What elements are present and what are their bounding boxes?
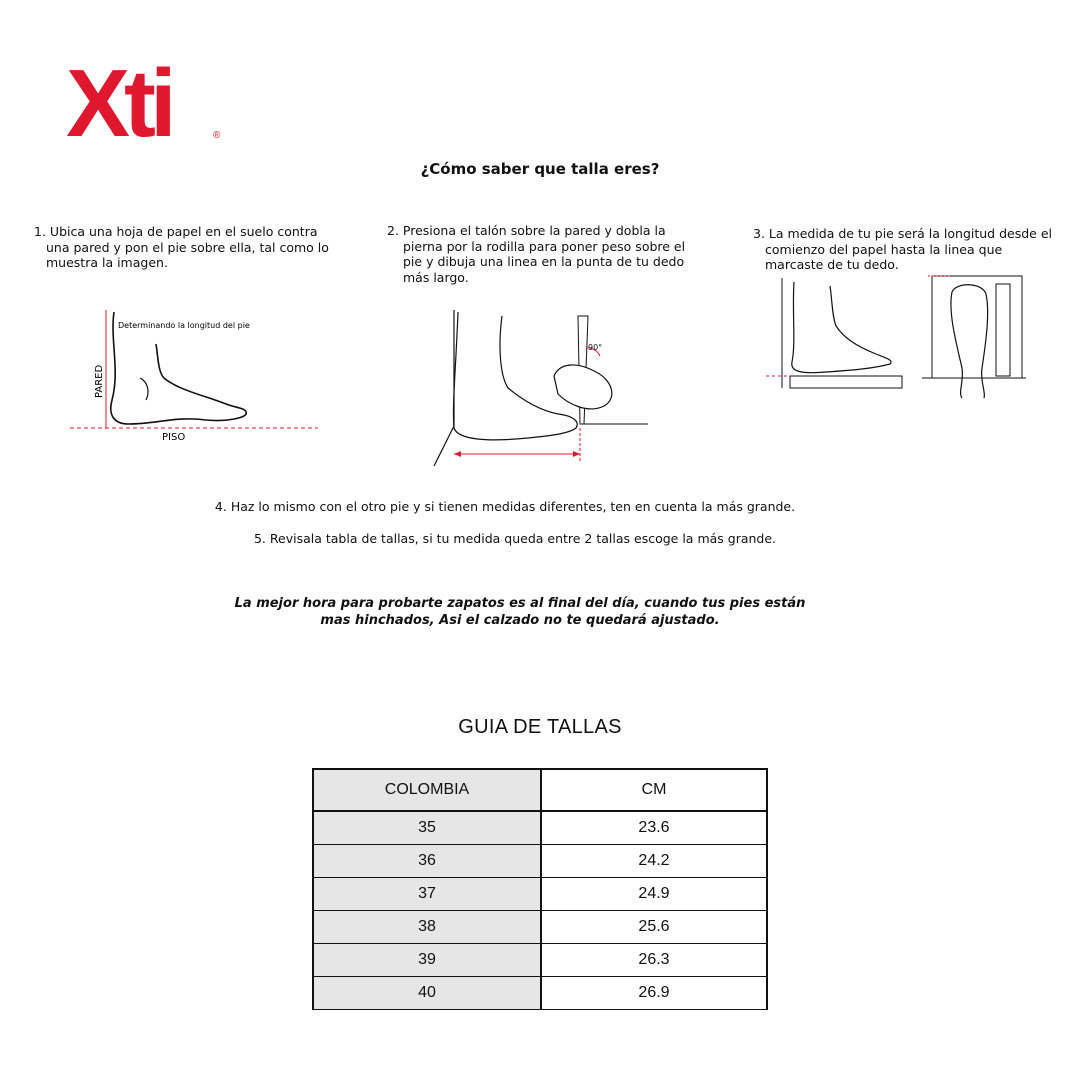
header-cm: CM <box>541 769 767 811</box>
step-1-number: 1. <box>34 224 46 239</box>
table-header-row <box>313 769 767 811</box>
table-row <box>313 944 767 977</box>
toe-marking-illustration <box>428 306 648 471</box>
tip-text: La mejor hora para probarte zapatos es al final del día, cuando tus pies están mas hinchados, Asi el calzado no te quedará ajustado. <box>234 596 806 628</box>
header-colombia: COLOMBIA <box>313 769 541 811</box>
measure-side-illustration <box>766 272 906 394</box>
size-cell: 37 <box>313 878 541 911</box>
step-5 <box>0 531 1030 546</box>
brand-logo <box>66 52 226 144</box>
table-row <box>313 811 767 845</box>
step-5-text: Revisala tabla de tallas, si tu medida queda entre 2 tallas escoge la más grande. <box>269 531 777 546</box>
cm-cell: 26.3 <box>541 944 767 977</box>
illustration-caption: Determinando la longitud del pie <box>118 321 250 330</box>
step-3-number: 3. <box>753 226 765 241</box>
brand-logo-text: Xti <box>66 52 171 144</box>
step-2 <box>387 223 687 285</box>
measure-top-illustration <box>922 272 1026 398</box>
step-2-number: 2. <box>387 223 399 238</box>
floor-label: PISO <box>162 432 186 443</box>
table-row <box>313 911 767 944</box>
angle-label: 90° <box>588 343 603 352</box>
step-1-text: Ubica una hoja de papel en el suelo contra una pared y pon el pie sobre ella, tal como lo muestra la imagen. <box>46 224 329 270</box>
table-row <box>313 845 767 878</box>
foot-wall-illustration <box>66 300 326 450</box>
wall-edge <box>434 310 454 466</box>
step-3-text: La medida de tu pie será la longitud desde el comienzo del papel hasta la linea que marcaste de tu dedo. <box>765 226 1052 272</box>
step-4-text: Haz lo mismo con el otro pie y si tienen medidas diferentes, ten en cuenta la más grande. <box>230 499 796 514</box>
step-3 <box>753 226 1053 273</box>
size-cell: 38 <box>313 911 541 944</box>
arrow-right <box>573 451 580 457</box>
cm-cell: 25.6 <box>541 911 767 944</box>
size-guide-title: GUIA DE TALLAS <box>458 716 622 738</box>
size-cell: 36 <box>313 845 541 878</box>
table-row <box>313 977 767 1010</box>
hand <box>554 365 612 409</box>
step-4 <box>0 499 1010 514</box>
ankle-line <box>140 378 148 400</box>
size-cell: 35 <box>313 811 541 845</box>
step-5-number: 5. <box>253 531 266 546</box>
size-cell: 40 <box>313 977 541 1010</box>
ruler <box>790 376 902 388</box>
size-table <box>312 768 768 1010</box>
cm-cell: 24.2 <box>541 845 767 878</box>
cm-cell: 24.9 <box>541 878 767 911</box>
wall-label: PARED <box>94 364 105 398</box>
registered-mark: ® <box>213 130 221 141</box>
cm-cell: 23.6 <box>541 811 767 845</box>
arrow-left <box>454 451 461 457</box>
ruler-vertical <box>996 284 1010 376</box>
step-2-text: Presiona el talón sobre la pared y dobla la pierna por la rodilla para poner peso sobre el pie y dibuja una linea en la punta de tu dedo más largo. <box>402 223 686 285</box>
side-foot-outline <box>792 282 891 373</box>
page-title: ¿Cómo saber que talla eres? <box>420 160 660 178</box>
step-4-number: 4. <box>214 499 227 514</box>
cm-cell: 26.9 <box>541 977 767 1010</box>
table-row <box>313 878 767 911</box>
step-1 <box>34 224 344 271</box>
size-cell: 39 <box>313 944 541 977</box>
